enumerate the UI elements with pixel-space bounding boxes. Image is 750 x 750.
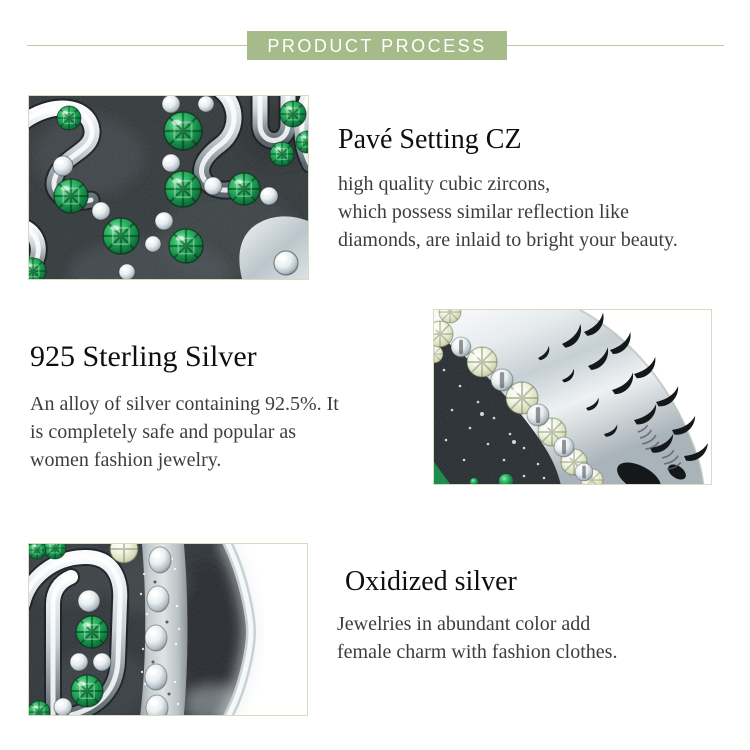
pave-body-line-3: diamonds, are inlaid to bright your beauty. (338, 229, 678, 252)
pave-body-line-1: high quality cubic zircons, (338, 173, 551, 196)
oxidized-body-line-2: female charm with fashion clothes. (337, 641, 618, 664)
silver-heading: 925 Sterling Silver (30, 340, 257, 373)
header-title: PRODUCT PROCESS (267, 36, 487, 56)
photo-pave-setting-cz (28, 95, 309, 280)
silver-body-line-3: women fashion jewelry. (30, 448, 222, 471)
silver-body-line-2: is completely safe and popular as (30, 420, 297, 443)
section-pave-setting-cz (338, 124, 678, 254)
cactus-charm-green-cz-macro-photo (29, 96, 308, 279)
oxidized-silver-charm-macro-photo (29, 544, 307, 715)
photo-sterling-silver (433, 309, 712, 485)
header-banner (247, 31, 507, 60)
section-oxidized-silver (337, 566, 617, 666)
section-925-sterling-silver (30, 340, 339, 474)
pave-heading: Pavé Setting CZ (338, 124, 522, 155)
oxidized-body-line-1: Jewelries in abundant color add (337, 613, 591, 636)
pave-body-line-2: which possess similar reflection like (338, 201, 630, 224)
sterling-silver-charm-clear-cz-macro-photo (434, 310, 711, 484)
oxidized-heading: Oxidized silver (345, 566, 517, 597)
silver-body-line-1: An alloy of silver containing 92.5%. It (30, 392, 339, 415)
photo-oxidized-silver (28, 543, 308, 716)
